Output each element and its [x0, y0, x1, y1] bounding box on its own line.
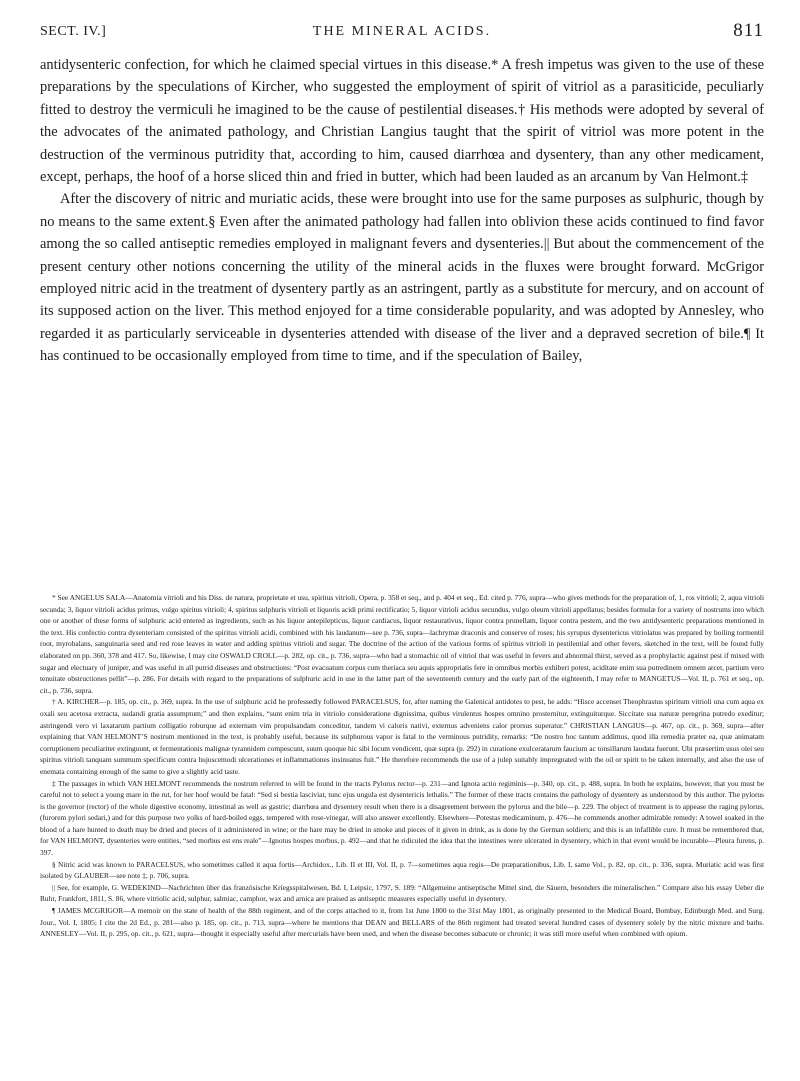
footnote: ¶ JAMES MCGRIGOR—A memoir on the state of health of the 88th regiment, and of the corps attached to it, from 1st June 1800 to the 31st May 1801, as originally presented to the Medical Board, Bombay, Edinburgh Med. and Surg. Jour., Vol. I, 1805; I cite the 2d Ed., p. 281—also p. 185, op. cit., p. 713, supra—where he mentions that DEAN and BELLARS of the 86th regiment had treated several hundred cases of dysentery solely by the nitric mixture and baths. ANNESLEY—Vol. II, p. 295, op. cit., p. 621, supra—thought it especially useful after mercurials have been used, and when the disease becomes subacute or chronic; it was still more useful when combined with opium.: [40, 906, 764, 939]
body-paragraph: After the discovery of nitric and muriatic acids, these were brought into use for the same purposes as sulphuric, though by no means to the same extent.§ Even after the animated pathology had fallen into oblivion these acids continued to find favor among the so called antiseptic remedies employed in malignant fevers and dysenteries.|| But about the commencement of the present century other notions concerning the utility of the mineral acids in the fluxes were brought forward. McGrigor employed nitric acid in the treatment of dysentery partly as an astringent, partly as a substitute for mercury, and on account of its supposed action on the liver. This method enjoyed for a time considerable popularity, and was adopted by Annesley, who regarded it as particularly serviceable in dysenteries attended with disease of the liver and a depraved secretion of bile.¶ It has continued to be occasionally employed from time to time, and if the speculation of Bailey,: [40, 191, 764, 365]
footnote: § Nitric acid was known to PARACELSUS, who sometimes called it aqua fortis—Archidox., Lib. II et III, Vol. II, p. 7—sometimes aqua regis—De præparationibus, Lib. I, same Vol., p. 82, op. cit., p. 336, supra. Muriatic acid was first isolated by GLAUBER—see note ‡, p. 706, supra.: [40, 859, 764, 881]
footnote: * See ANGELUS SALA—Anatomia vitrioli and his Diss. de natura, proprietate et usu, spiritus vitrioli, Opera, p. 358 et seq., and p. 404 et seq., Ed. cited p. 776, supra—who gives methods for the preparation of, 1, ros vitrioli; 2, aqua vitrioli secunda; 3, liquor vitrioli acidus primus, vulgo spiritus vitrioli; 4, spiritus sulphuris vitrioli et liquoris acidi primi rectificatio; 5, liquor vitrioli acidus secundus, vulgo oleum vitrioli appellatus; besides formulæ for a variety of nostrums into which one or another of these forms of sulphuric acid entered as ingredients, such as his liquor antepilepticus, liquor cardiacus, liquor restaurativus, liquor contra prunellam, liquor contra pestem, and the two antidysenteric preparations mentioned in the text. His confectio contra dysenteriam consisted of the spiritus vitrioli acidi, combined with his laudanum—see p. 736, supra—lachrymæ draconis and conserve of roses; his syrupus dysentericus vitriolatus was prepared by boiling tormentil root, myrobalans, sanguinaria seed and red rose leaves in water and adding spiritus vitrioli and sugar. The doctrine of the action of the various forms of spiritus vitrioli in pestilential and other fevers, sketched in the text, will be found fully elaborated on pp. 360, 378 and 417. So, likewise, I may cite OSWALD CROLL—p. 282, op. cit., p. 736, supra—who had a stomachic oil of vitriol that was useful in fevers and abnormal thirst, served as a prophylactic against pest if mixed with sugar and electuary of juniper, and was useful in all putrid diseases and obstructions: “Post evacuatum corpus cum theriaca seu aquis appropriatis fere in omnibus morbis exhiberi potest, aciditate enim sua putredinem omnem arcet, partium vero tenuitate obstructiones pellit”—p. 286. For details with regard to the preparations of sulphuric acid in use in the latter part of the seventeenth century and the early part of the eighteenth, I may refer to MANGETUS—Vol. II, p. 761 et seq., op. cit., p. 736, supra.: [40, 593, 764, 695]
footnote: ‡ The passages in which VAN HELMONT recommends the nostrum referred to will be found in the tracts Pylorus rector—p. 231—and Ignota actio regiminis—p. 340, op. cit., p. 488, supra. In both he explains, however, that you must be careful not to select a young mare in the rut, for her hoof would be fatal: “Sed si bestia lasciviat, tunc ejus ungula est dysentericis lethalis.” The former of these tracts contains the pathology of dysentery as understood by this author. The pylorus is the governor (rector) of the whole digestive economy, intestinal as well as gastric; diarrhœa and dysentery result when there is a disagreement between the pylorus and the bile—p. 229. The object of treatment is to appease the raging pylorus, (furorem pylori sedari,) and for this purpose two yolks of hard-boiled eggs, tempered with rose-vinegar, will also answer excellently. Elsewhere—Potestas medicaminum, p. 476—he commends another admirable remedy: A towel soaked in the blood of a hare hunted to death may be dried and pieces of it administered in wine; or the hare may be dried in smoke and pieces of it given in drink, as is done by the German soldiers; and this is an infallible cure. It must be remembered that, for VAN HELMONT, dysenteries were entities, “sed morbus est ens reale”—Ignotus hospes morbus, p. 492—and that he ridiculed the idea that the intestines were ulcerated in dysentery, which in that event would be incurable—Pleura furens, p. 397.: [40, 778, 764, 858]
main-text: [40, 54, 764, 368]
page-number: 811: [733, 20, 764, 41]
running-title: THE MINERAL ACIDS.: [312, 24, 492, 39]
footnote: || See, for example, G. WEDEKIND—Nachrichten über das französische Kriegsspitalwesen, Bd. I, Leipsic, 1797, S. 189: “Allgemeine antiseptische Mittel sind, die Säuern, besonders die mineralischen.” Compare also his essay Ueber die Ruhr, Frankfort, 1811, S. 86, where vitriolic acid, sulphur, salmiac, camphor, wax and arnica are praised as antiseptic measures especially useful in dysentery.: [40, 882, 764, 904]
body-paragraph: antidysenteric confection, for which he claimed special virtues in this disease.* A fresh impetus was given to the use of these preparations by the speculations of Kircher, who suggested the employment of spirit of vitriol as a parasiticide, peculiarly fitted to destroy the vermiculi he imagined to be the cause of pestilential diseases.† His methods were adopted by several of the advocates of the animated pathology, and Christian Langius taught that the spirit of vitriol was more potent in the destruction of the verminous putridity that, according to him, caused diarrhœa and dysentery, than any other medicament, except, perhaps, the hoof of a horse sliced thin and fried in butter, which had been lauded as an arcanum by Van Helmont.‡: [40, 57, 764, 186]
footnotes: [40, 592, 764, 940]
section-marker: SECT. IV.]: [40, 24, 107, 39]
running-head: [40, 20, 764, 44]
footnote: † A. KIRCHER—p. 185, op. cit., p. 369, supra. In the use of sulphuric acid he professedly followed PARACELSUS, for, after naming the Galenical antidotes to pest, he adds: “Hisce accenset Theophrastus spiritum vitrioli una cum aqua ex oxali seu acetosa extracta, sudandi gratia assumptum;” and then explains, “sunt enim tria in vitriolo consideratione dignissima, quibus virulentus hospes omnino prosternitur, extinguiturque. Siccitate sua naturæ peregrina putredo exeditur; astringendi vero vi laxatarum partium colligatio roburque ad externam vim propulsandam conceditur, tandem vi caloris nativi, externus adveniens calor prorsus superatur.” CHRISTIAN LANGIUS—p. 467, op. cit., p. 369, supra—after explaining that VAN HELMONT’S nostrum mentioned in the text, is probably useful, because its sulphurous vapor is fatal to the verminous putridity, remarks: “De nostro hoc tantum addimus, quod illa remedia præter ea, quæ animatam corruptionem peculiariter extinguunt, et fermentationis malignæ tyrannidem compescunt, suum quoque hic sibi locum vendicent, quæ supra (p. 292) in curatione exulceratarum faucium ac tonsillarum laudata fuerunt. Ubi præsertim usus olei seu spiritus vitrioli tanquam summum specificum contra hujuscemodi ulcerationes et inflammationes insinuatus fuit.” He therefore recommends the use of a julep suitably impregnated with the oil or spirit to be taken internally, and also the use of enemata containing enough of the same to give a slightly acid taste.: [40, 697, 764, 776]
